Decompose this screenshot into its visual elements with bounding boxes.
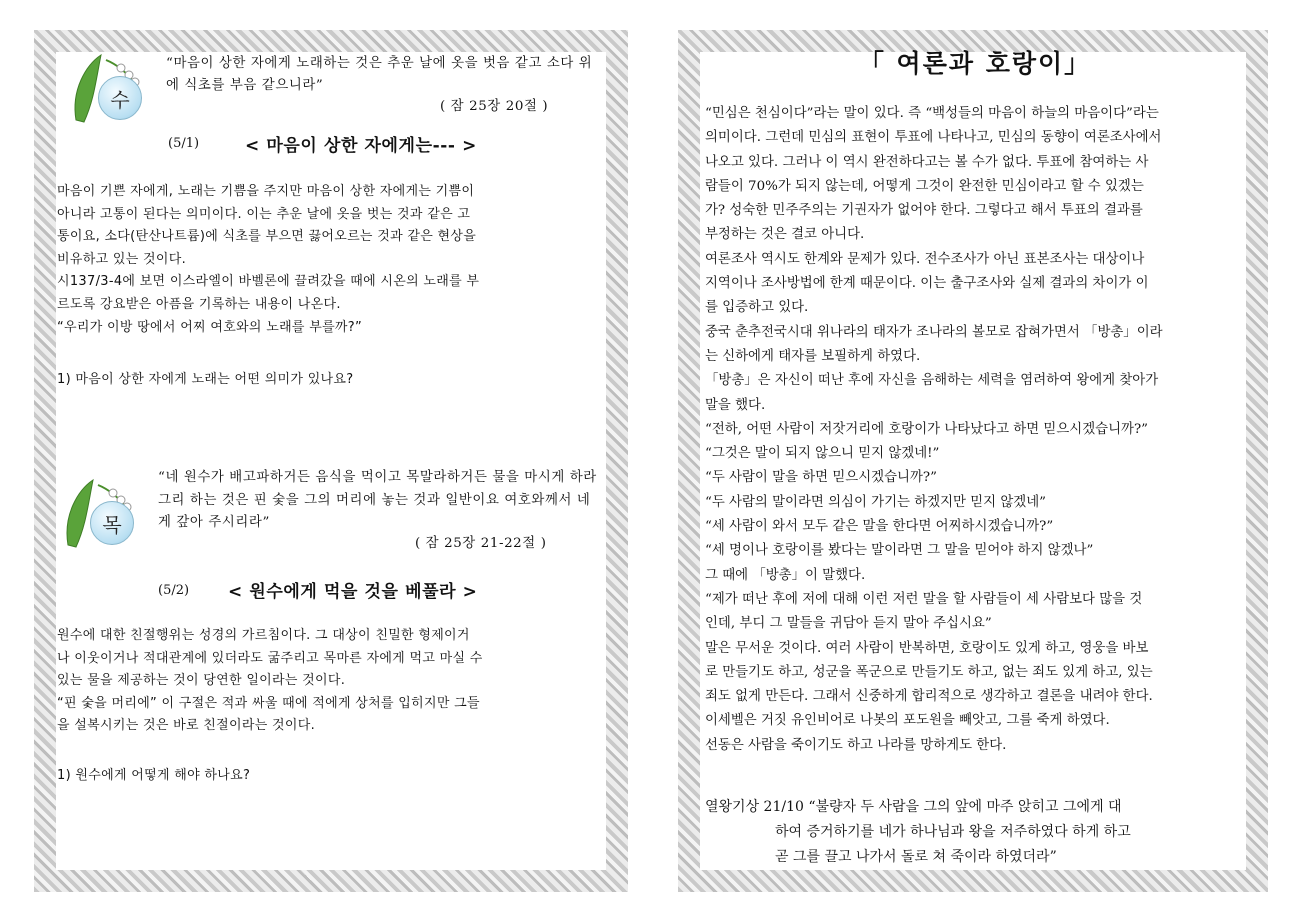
verse-text: “네 원수가 배고파하거든 음식을 먹이고 목말라하거든 물을 마시게 하라 그리 하는 것은 핀 숯을 그의 머리에 놓는 것과 일반이요 여호와께서 네게 갚아 주시리라”	[158, 470, 597, 530]
lily-emblem-icon	[58, 475, 148, 555]
body-line: 의미이다. 그런데 민심의 표현이 투표에 나타나고, 민심의 동향이 여론조사에서	[705, 130, 1162, 146]
section-title: < 마음이 상한 자에게는--- >	[245, 136, 477, 156]
body-line: 지역이나 조사방법에 한계 때문이다. 이는 출구조사와 실제 결과의 차이가 이	[705, 276, 1149, 292]
body-line: 나 이웃이거나 적대관계에 있더라도 굶주리고 목마른 자에게 먹고 마실 수	[57, 650, 483, 666]
question-text: 1) 마음이 상한 자에게 노래는 어떤 의미가 있나요?	[57, 372, 354, 387]
article-title: 「 여론과 호랑이」	[858, 49, 1092, 78]
body-line: 시137/3-4에 보면 이스라엘이 바벨론에 끌려갔을 때에 시온의 노래를 부	[57, 274, 480, 290]
body-line: 여론조사 역시도 한계와 문제가 있다. 전수조사가 아닌 표본조사는 대상이나	[705, 251, 1145, 267]
weekday-badge: 목	[90, 501, 134, 545]
lily-emblem-icon	[66, 50, 156, 130]
date-label: (5/1)	[168, 136, 200, 151]
body-line: “두 사람이 말을 하면 믿으시겠습니까?”	[705, 470, 937, 486]
body-line: “세 사람이 와서 모두 같은 말을 한다면 어찌하시겠습니까?”	[705, 519, 1054, 535]
body-line: 「방총」은 자신이 떠난 후에 자신을 음해하는 세력을 염려하여 왕에게 찾아가	[705, 373, 1159, 389]
body-line: “우리가 이방 땅에서 어찌 여호와의 노래를 부를까?”	[57, 319, 363, 335]
body-line: 아니라 고통이 된다는 의미이다. 이는 추운 날에 옷을 벗는 것과 같은 고	[57, 206, 471, 222]
quote-line: 곧 그를 끌고 나가서 돌로 쳐 죽이라 하였더라”	[775, 849, 1057, 865]
body-line: 그 때에 「방총」이 말했다.	[705, 567, 866, 583]
body-line: 선동은 사람을 죽이기도 하고 나라를 망하게도 한다.	[705, 737, 1007, 753]
body-line: 마음이 기쁜 자에게, 노래는 기쁨을 주지만 마음이 상한 자에게는 기쁨이	[57, 184, 475, 199]
body-line: “두 사람의 말이라면 의심이 가기는 하겠지만 믿지 않겠네”	[705, 494, 1046, 510]
weekday-badge: 수	[98, 76, 142, 120]
body-line: 있는 물을 제공하는 것이 당연한 일이라는 것이다.	[57, 673, 346, 689]
body-line: 을 설복시키는 것은 바로 친절이라는 것이다.	[57, 718, 316, 734]
body-line: 는 신하에게 태자를 보필하게 하였다.	[705, 348, 921, 364]
body-line: “세 명이나 호랑이를 봤다는 말이라면 그 말을 믿어야 하지 않겠나”	[705, 543, 1094, 559]
body-line: 나오고 있다. 그러나 이 역시 완전하다고는 볼 수가 없다. 투표에 참여하는 사	[705, 154, 1149, 170]
body-line: 람들이 70%가 되지 않는데, 어떻게 그것이 완전한 민심이라고 할 수 있겠는	[705, 178, 1144, 194]
question-text: 1) 원수에게 어떻게 해야 하나요?	[57, 768, 251, 783]
scripture-quote	[705, 795, 1245, 870]
section-body	[57, 181, 594, 339]
body-line: 부정하는 것은 결코 아니다.	[705, 227, 865, 243]
body-line: 이세벨은 거짓 유인비어로 나봇의 포도원을 빼앗고, 그를 죽게 하였다.	[705, 713, 1110, 729]
article-body	[705, 102, 1245, 758]
body-line: 르도록 강요받은 아픔을 기록하는 내용이 나온다.	[57, 296, 341, 312]
body-line: 로 만들기도 하고, 성군을 폭군으로 만들기도 하고, 없는 죄도 있게 하고, 있는	[705, 664, 1153, 680]
quote-line: 하여 증거하기를 네가 하나님과 왕을 저주하였다 하게 하고	[775, 824, 1131, 840]
body-line: 원수에 대한 친절행위는 성경의 가르침이다. 그 대상이 친밀한 형제이거	[57, 628, 470, 643]
body-line: 비유하고 있는 것이다.	[57, 251, 187, 267]
body-line: 말은 무서운 것이다. 여러 사람이 반복하면, 호랑이도 있게 하고, 영웅을 바보	[705, 640, 1149, 656]
quote-line: 열왕기상 21/10 “불량자 두 사람을 그의 앞에 마주 앉히고 그에게 대	[705, 799, 1122, 815]
body-line: “제가 떠난 후에 저에 대해 이런 저런 말을 할 사람들이 세 사람보다 많을 것	[705, 591, 1143, 607]
body-line: 통이요, 소다(탄산나트륨)에 식초를 부으면 끓어오르는 것과 같은 현상을	[57, 229, 477, 245]
floral-border-frame	[34, 30, 628, 892]
body-line: “핀 숯을 머리에” 이 구절은 적과 싸울 때에 적에게 상처를 입히지만 그들	[57, 695, 480, 711]
body-line: 가? 성숙한 민주주의는 기권자가 없어야 한다. 그렇다고 해서 투표의 결과를	[705, 203, 1143, 219]
date-label: (5/2)	[158, 583, 190, 598]
body-line: “민심은 천심이다”라는 말이 있다. 즉 “백성들의 마음이 하늘의 마음이다”라는	[705, 106, 1159, 121]
right-page	[650, 0, 1300, 919]
section-title: < 원수에게 먹을 것을 베풀라 >	[228, 582, 478, 602]
body-line: 중국 춘추전국시대 위나라의 태자가 조나라의 볼모로 잡혀가면서 「방총」이라	[705, 324, 1163, 340]
body-line: 죄도 없게 만든다. 그래서 신중하게 합리적으로 생각하고 결론을 내려야 한다.	[705, 689, 1153, 705]
body-line: 를 입증하고 있다.	[705, 300, 809, 316]
body-line: 말을 했다.	[705, 397, 766, 413]
verse-text: “마음이 상한 자에게 노래하는 것은 추운 날에 옷을 벗음 같고 소다 위에 식초를 부음 같으니라”	[166, 56, 593, 93]
body-line: 인데, 부디 그 말들을 귀담아 듣지 말아 주십시요”	[705, 616, 992, 632]
body-line: “그것은 말이 되지 않으니 믿지 않겠네!”	[705, 446, 940, 462]
verse-reference: ( 잠 25장 21-22절 )	[415, 536, 547, 551]
section-body	[57, 625, 594, 738]
verse-reference: ( 잠 25장 20절 )	[440, 99, 549, 114]
body-line: “전하, 어떤 사람이 저잣거리에 호랑이가 나타났다고 하면 믿으시겠습니까?”	[705, 421, 1148, 437]
